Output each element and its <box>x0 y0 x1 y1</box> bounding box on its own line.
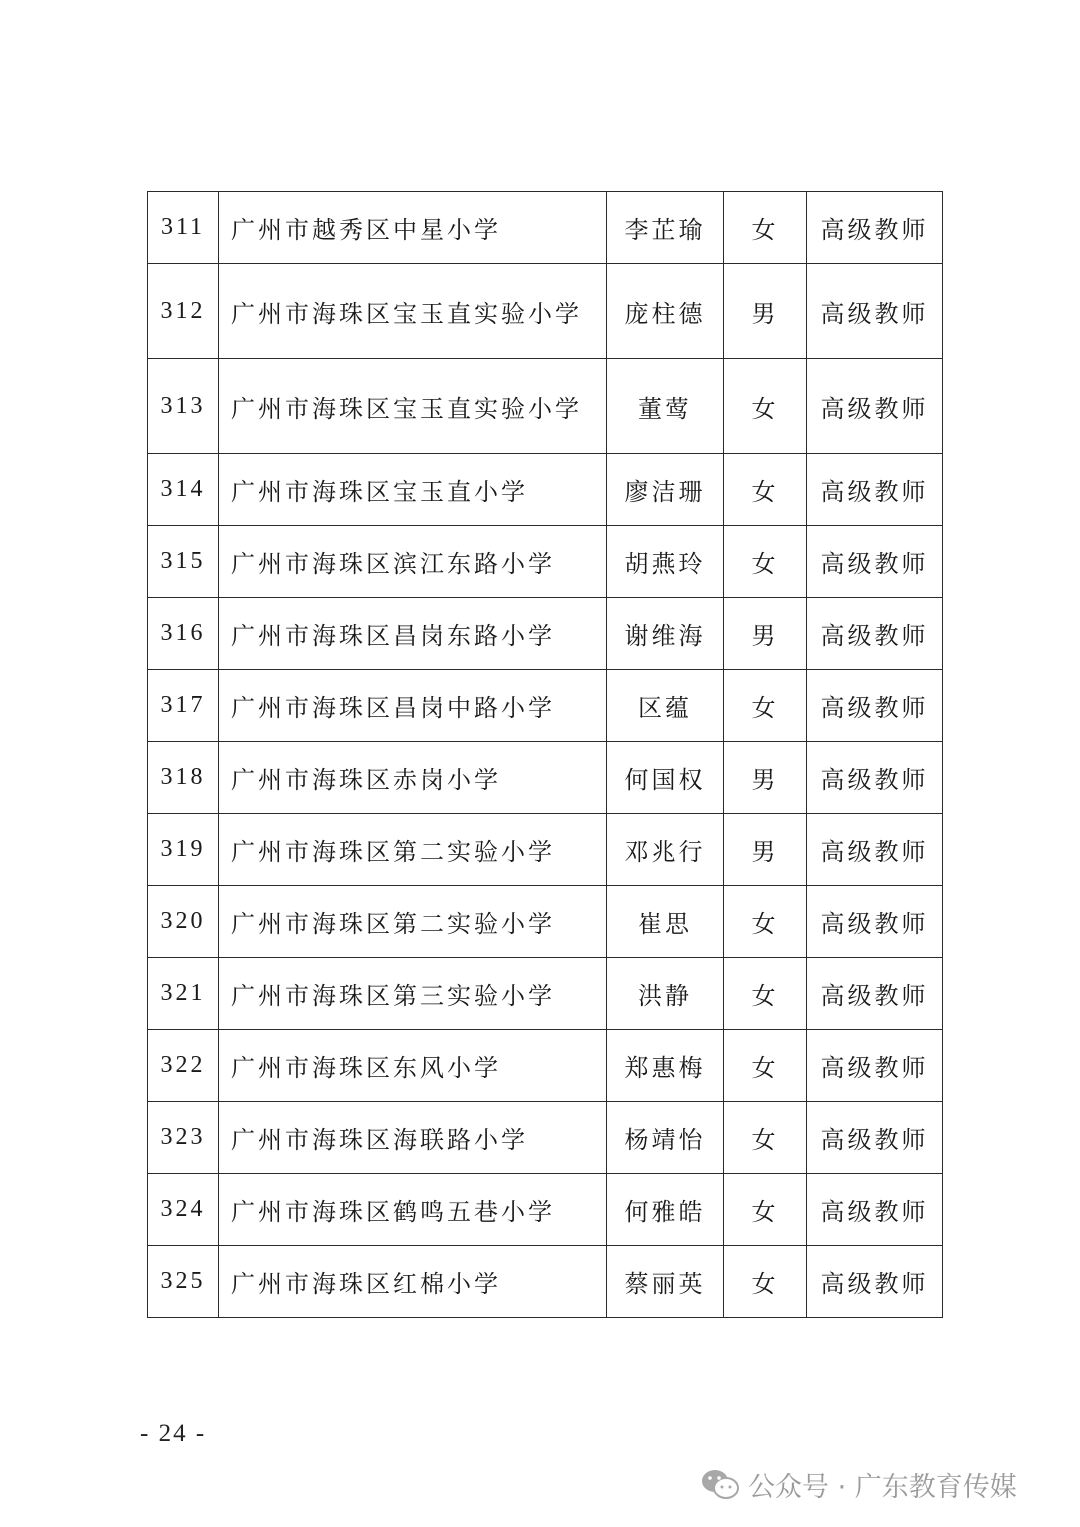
row-number: 325 <box>148 1246 219 1318</box>
school-name: 广州市海珠区赤岗小学 <box>219 742 607 814</box>
teacher-name: 庞柱德 <box>607 264 724 359</box>
teacher-title: 高级教师 <box>807 1174 943 1246</box>
teacher-name: 董莺 <box>607 359 724 454</box>
row-number: 321 <box>148 958 219 1030</box>
teacher-name: 廖洁珊 <box>607 454 724 526</box>
row-number: 320 <box>148 886 219 958</box>
teacher-name: 李芷瑜 <box>607 192 724 264</box>
teacher-gender: 男 <box>724 742 807 814</box>
school-name: 广州市海珠区海联路小学 <box>219 1102 607 1174</box>
row-number: 323 <box>148 1102 219 1174</box>
table-row <box>148 886 943 958</box>
teacher-table <box>147 191 943 1318</box>
teacher-gender: 女 <box>724 359 807 454</box>
row-number: 314 <box>148 454 219 526</box>
table-row <box>148 526 943 598</box>
table-body <box>148 192 943 1318</box>
school-name: 广州市海珠区第二实验小学 <box>219 886 607 958</box>
teacher-title: 高级教师 <box>807 1102 943 1174</box>
teacher-title: 高级教师 <box>807 192 943 264</box>
teacher-name: 蔡丽英 <box>607 1246 724 1318</box>
teacher-name: 胡燕玲 <box>607 526 724 598</box>
row-number: 319 <box>148 814 219 886</box>
teacher-gender: 男 <box>724 264 807 359</box>
row-number: 313 <box>148 359 219 454</box>
row-number: 312 <box>148 264 219 359</box>
school-name: 广州市海珠区昌岗东路小学 <box>219 598 607 670</box>
table-row <box>148 958 943 1030</box>
teacher-name: 崔思 <box>607 886 724 958</box>
teacher-name: 郑惠梅 <box>607 1030 724 1102</box>
row-number: 324 <box>148 1174 219 1246</box>
page-number: - 24 - <box>140 1420 207 1447</box>
teacher-title: 高级教师 <box>807 264 943 359</box>
teacher-title: 高级教师 <box>807 1246 943 1318</box>
teacher-gender: 女 <box>724 1030 807 1102</box>
teacher-gender: 女 <box>724 886 807 958</box>
teacher-name: 谢维海 <box>607 598 724 670</box>
school-name: 广州市海珠区宝玉直实验小学 <box>219 264 607 359</box>
school-name: 广州市海珠区东风小学 <box>219 1030 607 1102</box>
teacher-title: 高级教师 <box>807 454 943 526</box>
teacher-title: 高级教师 <box>807 670 943 742</box>
teacher-title: 高级教师 <box>807 598 943 670</box>
teacher-gender: 女 <box>724 192 807 264</box>
teacher-name: 杨靖怡 <box>607 1102 724 1174</box>
teacher-gender: 女 <box>724 454 807 526</box>
teacher-name: 区蕴 <box>607 670 724 742</box>
table-row <box>148 670 943 742</box>
school-name: 广州市海珠区宝玉直实验小学 <box>219 359 607 454</box>
teacher-gender: 女 <box>724 1102 807 1174</box>
table-row <box>148 742 943 814</box>
school-name: 广州市海珠区滨江东路小学 <box>219 526 607 598</box>
row-number: 315 <box>148 526 219 598</box>
teacher-gender: 女 <box>724 1174 807 1246</box>
row-number: 322 <box>148 1030 219 1102</box>
teacher-gender: 女 <box>724 526 807 598</box>
table-row <box>148 264 943 359</box>
school-name: 广州市海珠区鹤鸣五巷小学 <box>219 1174 607 1246</box>
table-row <box>148 1246 943 1318</box>
teacher-name: 何国权 <box>607 742 724 814</box>
table-row <box>148 1102 943 1174</box>
teacher-gender: 男 <box>724 814 807 886</box>
teacher-gender: 女 <box>724 1246 807 1318</box>
school-name: 广州市海珠区昌岗中路小学 <box>219 670 607 742</box>
teacher-name: 邓兆行 <box>607 814 724 886</box>
school-name: 广州市海珠区红棉小学 <box>219 1246 607 1318</box>
school-name: 广州市海珠区宝玉直小学 <box>219 454 607 526</box>
table-row <box>148 1174 943 1246</box>
school-name: 广州市海珠区第二实验小学 <box>219 814 607 886</box>
teacher-title: 高级教师 <box>807 958 943 1030</box>
teacher-title: 高级教师 <box>807 526 943 598</box>
teacher-title: 高级教师 <box>807 1030 943 1102</box>
table-row <box>148 598 943 670</box>
row-number: 311 <box>148 192 219 264</box>
watermark <box>700 1464 1017 1504</box>
teacher-title: 高级教师 <box>807 359 943 454</box>
watermark-text: 公众号 · 广东教育传媒 <box>748 1471 1017 1503</box>
row-number: 318 <box>148 742 219 814</box>
teacher-gender: 女 <box>724 670 807 742</box>
row-number: 317 <box>148 670 219 742</box>
teacher-gender: 女 <box>724 958 807 1030</box>
table-row <box>148 454 943 526</box>
table-row <box>148 192 943 264</box>
school-name: 广州市海珠区第三实验小学 <box>219 958 607 1030</box>
teacher-name: 洪静 <box>607 958 724 1030</box>
wechat-icon <box>700 1467 740 1501</box>
school-name: 广州市越秀区中星小学 <box>219 192 607 264</box>
table-row <box>148 359 943 454</box>
teacher-name: 何雅皓 <box>607 1174 724 1246</box>
teacher-gender: 男 <box>724 598 807 670</box>
table-row <box>148 1030 943 1102</box>
teacher-title: 高级教师 <box>807 742 943 814</box>
row-number: 316 <box>148 598 219 670</box>
table-row <box>148 814 943 886</box>
teacher-title: 高级教师 <box>807 886 943 958</box>
teacher-title: 高级教师 <box>807 814 943 886</box>
